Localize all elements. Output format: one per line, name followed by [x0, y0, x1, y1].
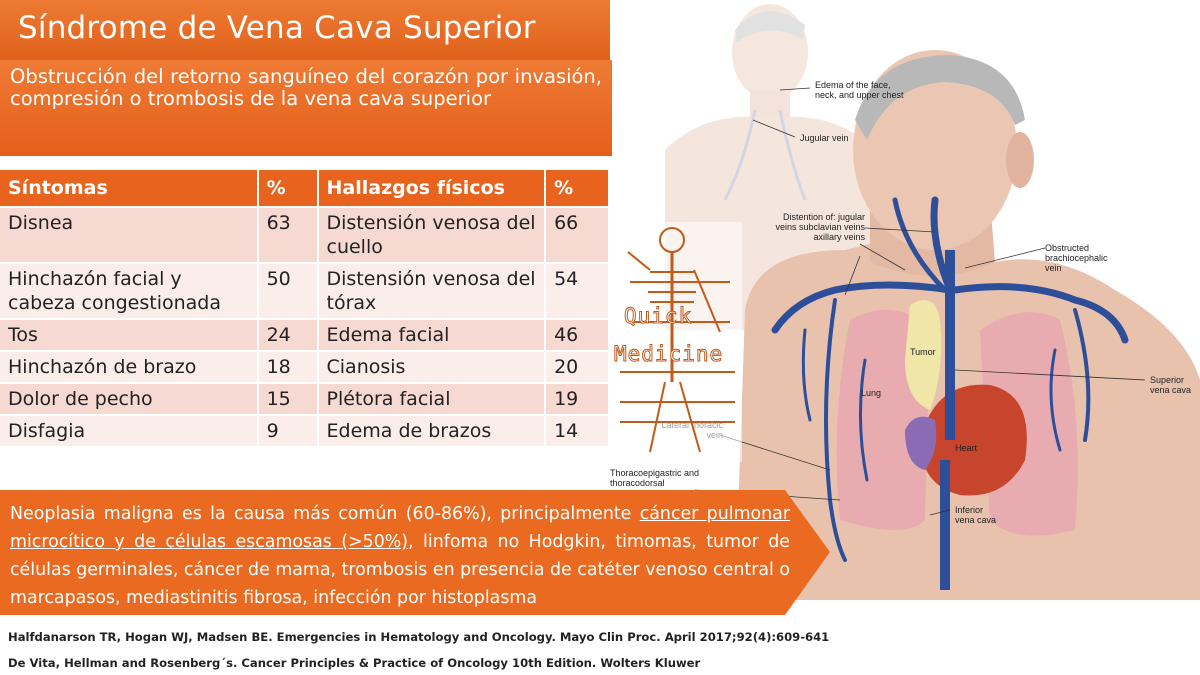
label-jugular-vein: Jugular vein	[800, 133, 849, 143]
finding-cell: Distensión venosa del cuello	[318, 207, 546, 263]
symptom-cell: Disnea	[0, 207, 258, 263]
label-distention: Distention of: jugular veins subclavian veins axillary veins	[775, 212, 865, 242]
label-obstructed-vein: Obstructed brachiocephalic vein	[1045, 243, 1108, 273]
symptom-percent-cell: 15	[258, 383, 318, 415]
finding-percent-cell: 54	[545, 263, 609, 319]
causes-text-part2: , linfoma no Hodgkin, timomas, tumor de células germinales, cáncer de mama, trombosis en presencia de catéter venoso central o marcapasos, mediastinitis fibrosa, infección por histoplasma	[10, 532, 790, 608]
header-findings-percent: %	[545, 170, 609, 207]
definition-text: Obstrucción del retorno sanguíneo del corazón por invasión, compresión o trombosis de la vena cava superior	[10, 65, 602, 110]
symptom-cell: Dolor de pecho	[0, 383, 258, 415]
table-row	[0, 351, 609, 383]
reference-2: De Vita, Hellman and Rosenberg´s. Cancer Principles & Practice of Oncology 10th Edition. Wolters Kluwer	[8, 656, 701, 670]
label-thoracoepigastric: Thoracoepigastric and thoracodorsal	[610, 468, 700, 488]
symptoms-table	[0, 170, 610, 446]
table-row	[0, 207, 609, 263]
table-row	[0, 383, 609, 415]
symptom-percent-cell: 24	[258, 319, 318, 351]
table-row	[0, 415, 609, 446]
symptom-cell: Tos	[0, 319, 258, 351]
watermark-line1: Quick	[624, 304, 693, 328]
symptom-percent-cell: 50	[258, 263, 318, 319]
label-edema: Edema of the face, neck, and upper chest	[815, 80, 904, 100]
causes-text-part1: Neoplasia maligna es la causa más común (60-86%), principalmente	[10, 504, 640, 524]
quick-medicine-watermark	[610, 222, 742, 462]
header-findings: Hallazgos físicos	[318, 170, 546, 207]
definition-box	[0, 60, 612, 156]
finding-cell: Cianosis	[318, 351, 546, 383]
reference-1: Halfdanarson TR, Hogan WJ, Madsen BE. Emergencies in Hematology and Oncology. Mayo Clin Proc. April 2017;92(4):609-641	[8, 630, 830, 644]
title-banner	[0, 0, 610, 62]
symptom-percent-cell: 18	[258, 351, 318, 383]
header-symptoms-percent: %	[258, 170, 318, 207]
causes-text	[10, 500, 790, 612]
table-row	[0, 263, 609, 319]
symptom-cell: Disfagia	[0, 415, 258, 446]
label-heart: Heart	[955, 443, 978, 453]
finding-cell: Distensión venosa del tórax	[318, 263, 546, 319]
finding-percent-cell: 19	[545, 383, 609, 415]
symptom-cell: Hinchazón de brazo	[0, 351, 258, 383]
finding-percent-cell: 20	[545, 351, 609, 383]
label-lung: Lung	[861, 388, 882, 398]
label-inferior-vena-cava: Inferior vena cava	[955, 505, 997, 525]
label-superior-vena-cava: Superior vena cava	[1150, 375, 1192, 395]
watermark-line2: Medicine	[614, 342, 724, 366]
causes-text-underlined: cáncer pulmonar microcítico y de células escamosas (>50%)	[10, 504, 790, 552]
finding-cell: Plétora facial	[318, 383, 546, 415]
label-tumor: Tumor	[910, 347, 936, 357]
finding-percent-cell: 46	[545, 319, 609, 351]
finding-cell: Edema facial	[318, 319, 546, 351]
header-symptoms: Síntomas	[0, 170, 258, 207]
finding-cell: Edema de brazos	[318, 415, 546, 446]
symptom-cell: Hinchazón facial y cabeza congestionada	[0, 263, 258, 319]
table-header-row	[0, 170, 609, 207]
finding-percent-cell: 66	[545, 207, 609, 263]
causes-box	[0, 490, 830, 615]
finding-percent-cell: 14	[545, 415, 609, 446]
symptom-percent-cell: 9	[258, 415, 318, 446]
page-title: Síndrome de Vena Cava Superior	[18, 10, 536, 46]
table-row	[0, 319, 609, 351]
symptom-percent-cell: 63	[258, 207, 318, 263]
